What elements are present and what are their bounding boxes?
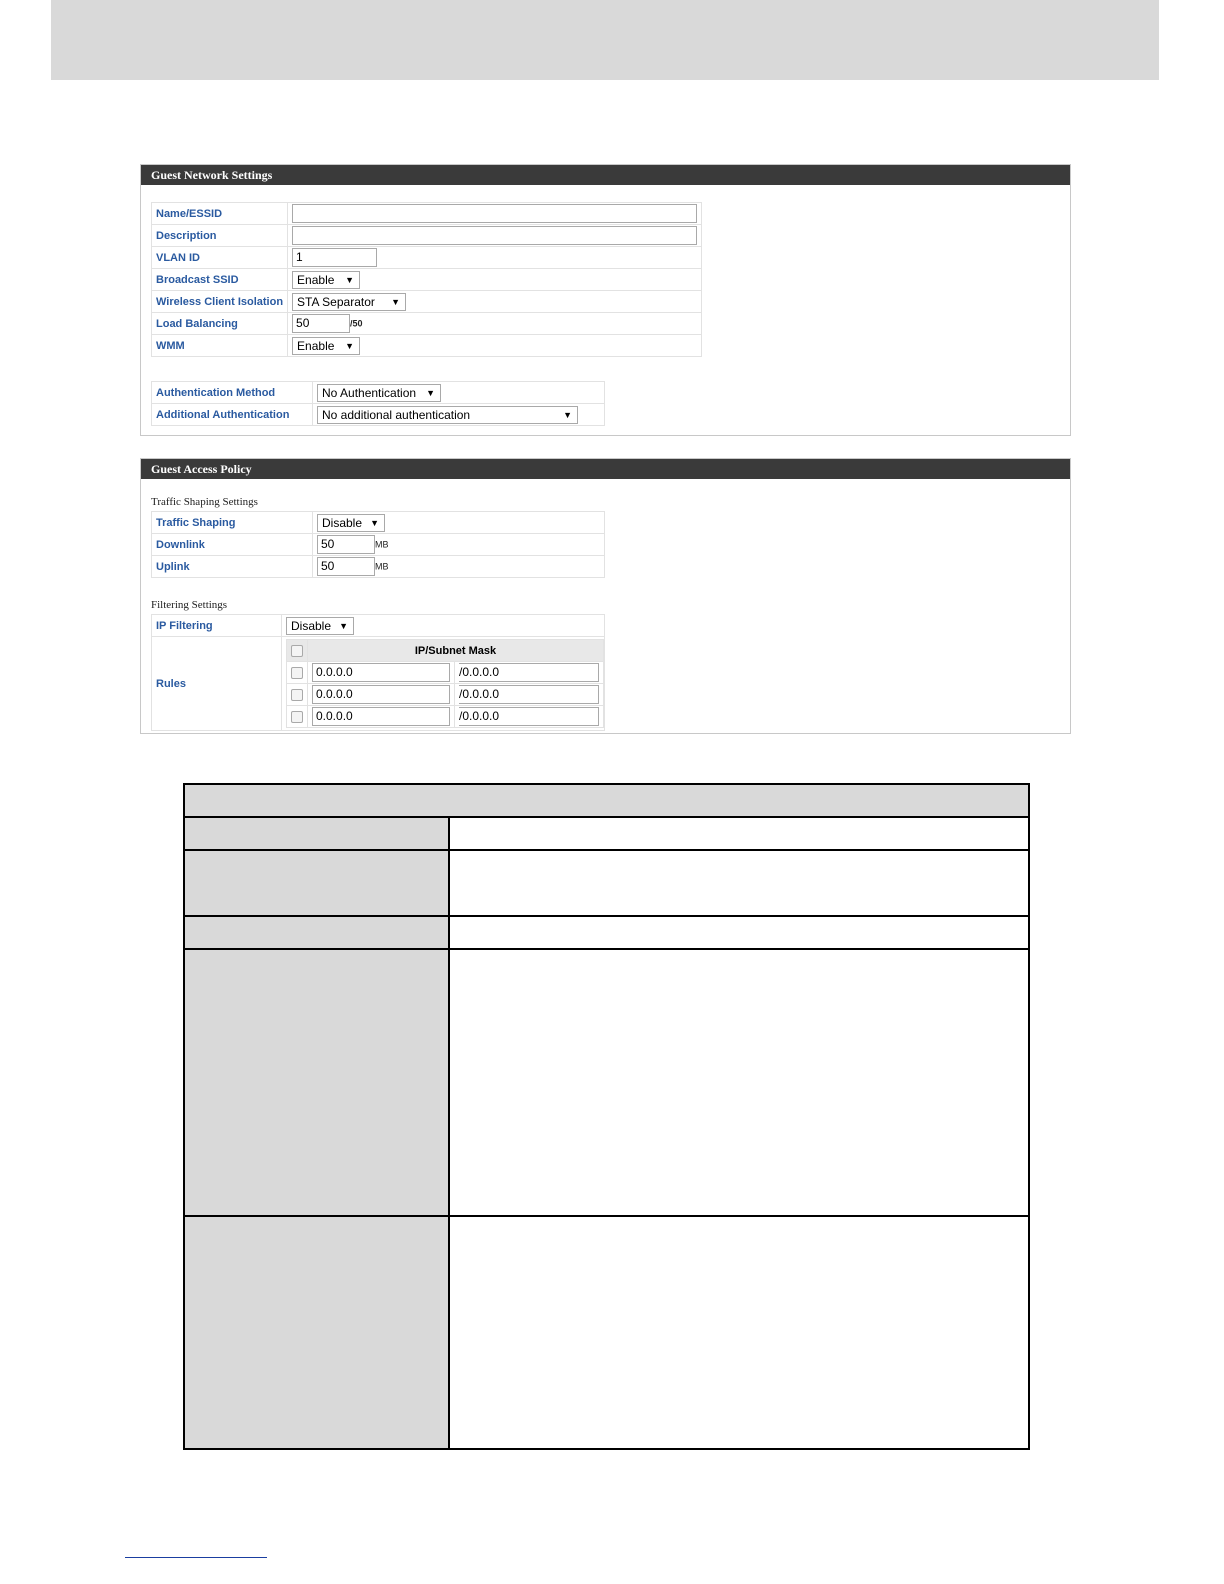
dropdown-arrow-icon: ▼ xyxy=(339,620,348,631)
rule-ip-input[interactable]: 0.0.0.0 xyxy=(312,707,450,726)
table-row xyxy=(184,916,1029,949)
table-description-cell xyxy=(449,850,1029,916)
essid-row xyxy=(152,203,702,225)
auth-method-row xyxy=(152,382,605,404)
guest-network-settings-panel xyxy=(140,164,1071,436)
additional-auth-label: Additional Authentication xyxy=(152,404,313,426)
table-row xyxy=(184,817,1029,850)
load-balancing-input[interactable]: 50 xyxy=(292,314,350,333)
broadcast-label: Broadcast SSID xyxy=(152,269,288,291)
dropdown-arrow-icon: ▼ xyxy=(370,517,379,528)
rules-table xyxy=(286,639,604,728)
rules-column-header: IP/Subnet Mask xyxy=(308,640,604,662)
table-header-cell xyxy=(184,784,1029,817)
additional-auth-row xyxy=(152,404,605,426)
ip-filtering-label: IP Filtering xyxy=(152,615,282,637)
dropdown-arrow-icon: ▼ xyxy=(563,409,572,420)
top-banner xyxy=(51,0,1159,80)
table-term-cell xyxy=(184,850,449,916)
guest-access-policy-panel xyxy=(140,458,1071,734)
description-input[interactable] xyxy=(292,226,697,245)
uplink-label: Uplink xyxy=(152,556,313,578)
table-row xyxy=(184,850,1029,916)
isolation-row xyxy=(152,291,702,313)
rule-row xyxy=(287,706,604,728)
ip-filtering-value: Disable xyxy=(291,618,332,633)
load-balancing-label: Load Balancing xyxy=(152,313,288,335)
vlan-input[interactable]: 1 xyxy=(292,248,377,267)
table-description-cell xyxy=(449,1216,1029,1449)
wmm-label: WMM xyxy=(152,335,288,357)
rule-ip-input[interactable]: 0.0.0.0 xyxy=(312,685,450,704)
filtering-section-title: Filtering Settings xyxy=(151,599,228,611)
broadcast-select[interactable] xyxy=(292,271,360,289)
isolation-value: STA Separator xyxy=(297,294,375,309)
table-row xyxy=(184,949,1029,1216)
uplink-input[interactable]: 50 xyxy=(317,557,375,576)
description-table xyxy=(183,783,1030,1450)
traffic-shaping-label: Traffic Shaping xyxy=(152,512,313,534)
rule-mask-input[interactable]: /0.0.0.0 xyxy=(459,685,599,704)
description-label: Description xyxy=(152,225,288,247)
network-form-table xyxy=(151,202,702,357)
table-row xyxy=(184,1216,1029,1449)
dropdown-arrow-icon: ▼ xyxy=(426,387,435,398)
vlan-label: VLAN ID xyxy=(152,247,288,269)
select-all-checkbox-icon[interactable] xyxy=(291,645,303,657)
essid-label: Name/ESSID xyxy=(152,203,288,225)
table-term-cell xyxy=(184,949,449,1216)
table-description-cell xyxy=(449,817,1029,850)
rule-row xyxy=(287,684,604,706)
rule-checkbox-icon[interactable] xyxy=(291,667,303,679)
traffic-form-table xyxy=(151,511,605,578)
rule-checkbox-icon[interactable] xyxy=(291,711,303,723)
rule-checkbox-icon[interactable] xyxy=(291,689,303,701)
traffic-shaping-row xyxy=(152,512,605,534)
panel-title: Guest Access Policy xyxy=(141,459,1070,479)
filtering-form-table xyxy=(151,614,605,731)
broadcast-row xyxy=(152,269,702,291)
table-header-row xyxy=(184,784,1029,817)
panel-title: Guest Network Settings xyxy=(141,165,1070,185)
table-description-cell xyxy=(449,916,1029,949)
auth-method-value: No Authentication xyxy=(322,385,417,400)
traffic-shaping-section-title: Traffic Shaping Settings xyxy=(151,496,258,508)
essid-input[interactable] xyxy=(292,204,697,223)
isolation-label: Wireless Client Isolation xyxy=(152,291,288,313)
isolation-select[interactable] xyxy=(292,293,406,311)
rule-row xyxy=(287,662,604,684)
downlink-label: Downlink xyxy=(152,534,313,556)
rule-mask-input[interactable]: /0.0.0.0 xyxy=(459,663,599,682)
load-balancing-max: /50 xyxy=(350,318,363,329)
table-term-cell xyxy=(184,817,449,850)
vlan-row xyxy=(152,247,702,269)
downlink-row xyxy=(152,534,605,556)
rules-label: Rules xyxy=(152,637,282,731)
dropdown-arrow-icon: ▼ xyxy=(345,340,355,351)
dropdown-arrow-icon: ▼ xyxy=(345,274,355,285)
rules-row xyxy=(152,637,605,731)
traffic-shaping-select[interactable] xyxy=(317,514,385,532)
auth-method-select[interactable] xyxy=(317,384,441,402)
ip-filtering-select[interactable] xyxy=(286,617,354,635)
rules-header-row xyxy=(287,640,604,662)
wmm-row xyxy=(152,335,702,357)
dropdown-arrow-icon: ▼ xyxy=(391,296,401,307)
uplink-unit: MB xyxy=(375,561,389,572)
additional-auth-select[interactable] xyxy=(317,406,578,424)
additional-auth-value: No additional authentication xyxy=(322,407,471,422)
uplink-row xyxy=(152,556,605,578)
downlink-unit: MB xyxy=(375,539,389,550)
wmm-select[interactable] xyxy=(292,337,360,355)
auth-form-table xyxy=(151,381,605,426)
rule-ip-input[interactable]: 0.0.0.0 xyxy=(312,663,450,682)
auth-method-label: Authentication Method xyxy=(152,382,313,404)
rule-mask-input[interactable]: /0.0.0.0 xyxy=(459,707,599,726)
table-term-cell xyxy=(184,916,449,949)
broadcast-value: Enable xyxy=(297,272,335,287)
table-term-cell xyxy=(184,1216,449,1449)
table-description-cell xyxy=(449,949,1029,1216)
description-row xyxy=(152,225,702,247)
ip-filtering-row xyxy=(152,615,605,637)
load-balancing-row xyxy=(152,313,702,335)
traffic-shaping-value: Disable xyxy=(322,515,363,530)
wmm-value: Enable xyxy=(297,338,335,353)
downlink-input[interactable]: 50 xyxy=(317,535,375,554)
footer-link-underline[interactable] xyxy=(125,1557,267,1558)
